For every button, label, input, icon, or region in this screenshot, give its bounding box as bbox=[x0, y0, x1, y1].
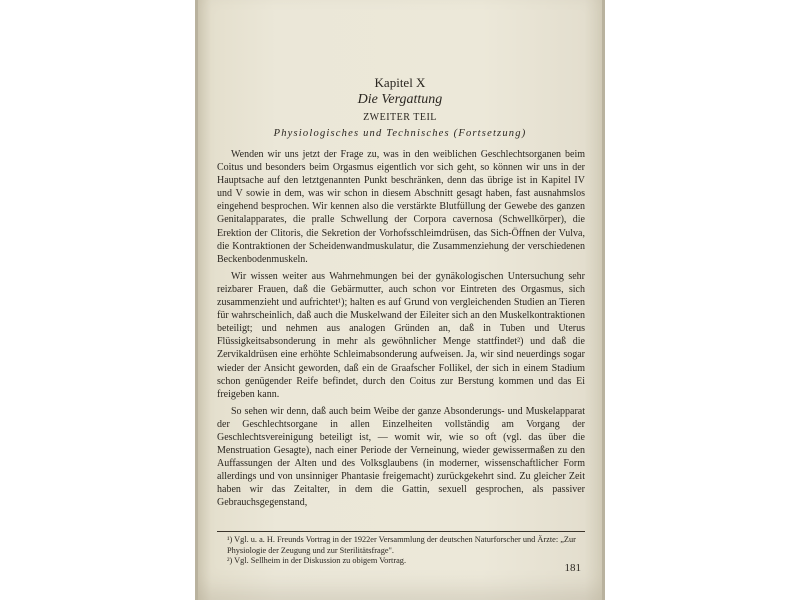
part-label: ZWEITER TEIL bbox=[363, 112, 437, 123]
paragraph: Wenden wir uns jetzt der Frage zu, was in den weiblichen Geschlechtsorganen beim Coitus und besonders beim Orgasmus eigentlich vor sich geht, so können wir uns in der Hauptsache auf den letztgenannten Punkt beschränken, denn das übrige ist in Kapitel IV und V sowie in dem, was wir schon in diesem Abschnitt gesagt haben, fast ausnahmslos eingehend besprochen. Wir kennen also die verstärkte Blutfüllung der Gewebe des ganzen Genitalapparates, die pralle Schwellung der Corpora cavernosa (Schwellkörper), die Erektion der Clitoris, die Sekretion der Vorhofsschleimdrüsen, das Sich-Öffnen der Vulva, die Kontraktionen der Scheidenwandmuskulatur, die Zusammenziehung der verschiedenen Beckenbodenmuskeln. bbox=[217, 149, 585, 265]
footnote: ¹) Vgl. u. a. H. Freunds Vortrag in der 1922er Versammlung der deutschen Naturforscher und Ärzte: „Zur Physiologie der Zeugung und zur Sterilitätsfrage". bbox=[227, 535, 576, 555]
footnote: ²) Vgl. Sellheim in der Diskussion zu obigem Vortrag. bbox=[227, 556, 407, 565]
chapter-title: Die Vergattung bbox=[357, 92, 443, 107]
paragraph: Wir wissen weiter aus Wahrnehmungen bei der gynäkologischen Untersuchung sehr reizbarer Frauen, daß die Gebärmutter, auch schon vor Eintreten des Orgasmus, sich zusammenzieht und aufrichtet¹); halten es auf Grund von vergleichenden Studien an Tieren für wahrscheinlich, daß auch die Muskelwand der Eileiter sich an den Muskelkontraktionen beteiligt; und nehmen aus analogen Gründen an, daß in Tuben und Uterus Flüssigkeitsabsonderung in mehr als gewöhnlicher Menge stattfindet²) und daß die Zervikaldrüsen eine erhöhte Schleimabsonderung aufweisen. Ja, wir sind neuerdings sogar wieder der Ansicht geworden, daß ein de Graafscher Follikel, der sich in einem Stadium schon genügender Reife befindet, durch den Coitus zur Berstung kommen und das Ei freigeben kann. bbox=[217, 270, 585, 400]
page-number: 181 bbox=[564, 562, 581, 574]
footnotes bbox=[217, 535, 585, 567]
book-page bbox=[195, 0, 605, 600]
footnote-divider bbox=[217, 531, 585, 532]
paragraph: So sehen wir denn, daß auch beim Weibe der ganze Absonderungs- und Muskelapparat der Geschlechtsorgane in allen Einzelheiten vollständig am Vorgang der Geschlechtsvereinigung beteiligt ist, — womit wir, wie so oft (vgl. das über die Menstruation Gesagte), nach einer Periode der Verneinung, wieder gewissermaßen zu den Auffassungen der Alten und des Volksglaubens (in moderner, wissenschaftlicher Form allerdings und von unsinniger Phantasie freigemacht) zurückgekehrt sind. Zu gleicher Zeit haben wir das Zeitalter, in dem die Gattin, sexuell gesprochen, als passiver Gebrauchsgegenstand, bbox=[217, 405, 585, 509]
body-text bbox=[217, 148, 585, 514]
section-subtitle: Physiologisches und Technisches (Fortsetzung) bbox=[273, 128, 527, 139]
chapter-label: Kapitel X bbox=[374, 75, 426, 90]
